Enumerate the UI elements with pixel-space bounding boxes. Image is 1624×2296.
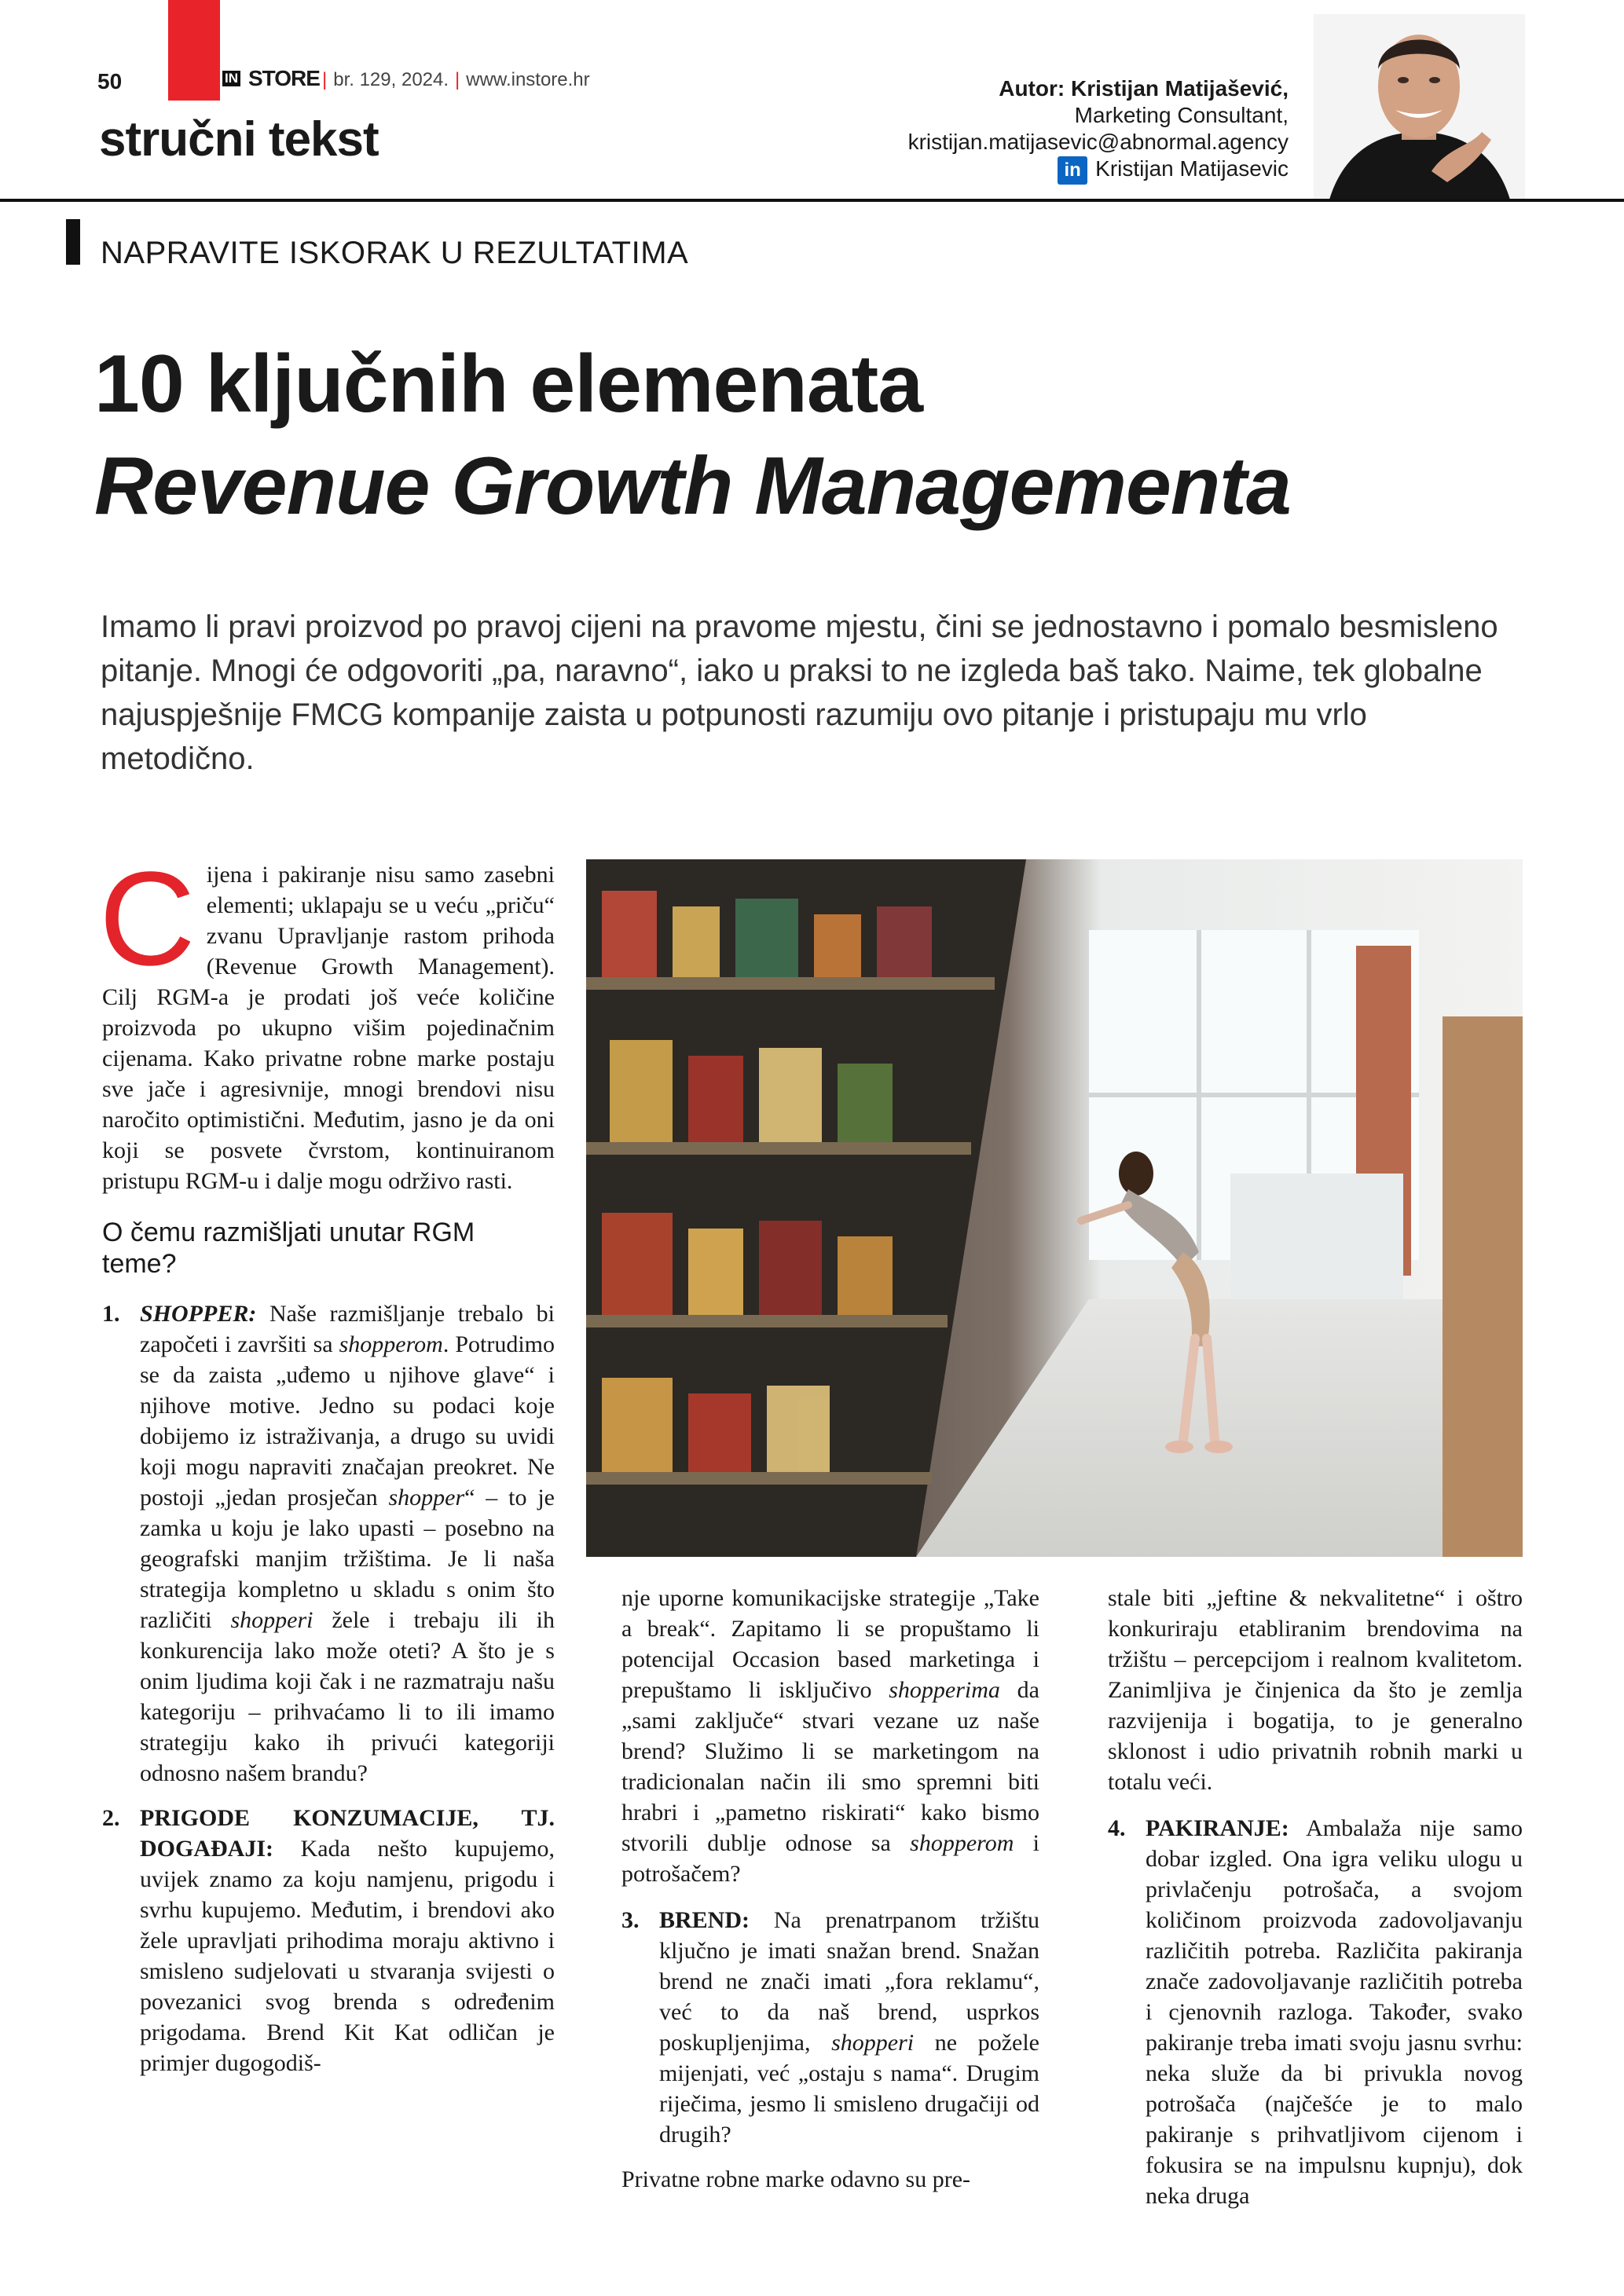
- header-divider: [0, 199, 1624, 202]
- logo-store-wordmark: STORE: [248, 66, 320, 90]
- author-name: Autor: Kristijan Matijašević,: [999, 76, 1289, 101]
- article-image: [586, 859, 1523, 1557]
- section-title: stručni tekst: [99, 112, 379, 167]
- issue-number: br. 129, 2024.: [333, 69, 449, 90]
- headline-line-1: 10 ključnih elemenata: [94, 339, 923, 430]
- linkedin-row[interactable]: [908, 156, 1289, 185]
- continued-paragraph: stale biti „jeftine & nekvalitetne“ i oštro konkuriraju etabliranim brendovima na tržištu – percepcijom i realnom kvalitetom. Zanimljiva je činjenica da što je zemlja razvijenija i bogatija, to je generalno sklonost i udio privatnih robnih marki u totalu veći.: [1108, 1585, 1523, 1795]
- author-role: Marketing Consultant,: [1074, 103, 1289, 127]
- numbered-list: [1108, 1813, 1523, 2211]
- list-item: 1. SHOPPER: Naše razmišljanje trebalo bi započeti i završiti sa shopperom. Potrudimo se da zaista „uđemo u njihove glave“ i njihove motive. Jedno su podaci koje dobijemo iz istraživanja, a drugo su uvidi koji mogu napraviti značajan preokret. Ne postoji „jedan prosječan shopper“ – to je zamka u koju je lako upasti – posebno na geografski manjim tržištima. Je li naša strategija kompletno u skladu s onim što različiti shopperi žele i trebaju ili ih konkurencija lako može oteti? A što je s onim ljudima koji čak i ne razmatraju našu kategoriju – prihvaćamo li to ili imamo strategiju kako ih privući kategoriji odnosno našem brandu?: [102, 1301, 555, 1786]
- lead-paragraph: Imamo li pravi proizvod po pravoj cijeni na pravome mjestu, čini se jednostavno i pomalo besmisleno pitanje. Mnogi će odgovoriti „pa, naravno“, iako u praksi to ne izgleda baš tako. Naime, tek globalne najuspješnije FMCG kompanije zaista u potpunosti razumiju ovo pitanje i pristupaju mu vrlo metodično.: [101, 610, 1498, 776]
- continued-paragraph: nje uporne komunikacijske strategije „Take a break“. Zapitamo li se propuštamo li potencijal Occasion based marketinga i prepuštamo li isključivo shopperima da „sami zaključe“ stvari vezane uz naše brend? Služimo li se marketingom na tradicionalan način ili smo spremni biti hrabri i „pametno riskirati“ kako bismo stvorili dublje odnose sa shopperom i potrošačem?: [621, 1585, 1039, 1887]
- headline: [94, 333, 1291, 537]
- intro-paragraph: Cijena i pakiranje nisu samo zasebni elementi; uklapaju se u veću „priču“ zvanu Upravljanje rastom prihoda (Revenue Growth Management). Cilj RGM-a je prodati još veće količine proizvoda po ukupno višim pojedinačnim cijenama. Kako privatne robne marke postaju sve jače i agresivnije, mnogi brendovi nisu naročito optimistični. Međutim, jasno je da oni koji se posvete čvrstom, kontinuiranom pristupu RGM-u i dalje mogu održivo rasti.: [99, 844, 555, 1194]
- subhead: O čemu razmišljati unutar RGM teme?: [102, 1218, 475, 1279]
- kicker: NAPRAVITE ISKORAK U REZULTATIMA: [101, 236, 689, 270]
- item-title: SHOPPER:: [140, 1301, 257, 1327]
- headline-line-2: Revenue Growth Managementa: [94, 441, 1291, 532]
- issue-info: | br. 129, 2024. | www.instore.hr: [322, 69, 590, 90]
- website-link[interactable]: www.instore.hr: [466, 69, 590, 90]
- column-1: [99, 844, 555, 2093]
- kicker-bar: [66, 219, 80, 265]
- column-3: [1108, 1583, 1523, 2225]
- author-email[interactable]: kristijan.matijasevic@abnormal.agency: [907, 130, 1289, 154]
- numbered-list: [621, 1905, 1039, 2150]
- list-item: 2. PRIGODE KONZUMACIJE, TJ. DOGAĐAJI: Kada nešto kupujemo, uvijek znamo za koju namjenu, prigodu i svrhu kupujemo. Međutim, i brendovi ako žele upravljati prihodima moraju aktivno i smisleno sudjelovati u stvaranja svijesti o povezanici svog brenda s određenim prigodama. Brend Kit Kat odličan je primjer dugogodiš-: [102, 1805, 555, 2076]
- item-title: PRIGODE KONZUMACIJE, TJ. DOGAĐAJI:: [140, 1805, 555, 1862]
- list-item: 3. BREND: Na prenatrpanom tržištu ključno je imati snažan brend. Snažan brend ne znači imati „fora reklamu“, već to da naš brend, usprkos poskupljenjima, shopperi ne požele mijenjati, već „ostaju s nama“. Drugim riječima, jesmo li smisleno drugačiji od drugih?: [621, 1907, 1039, 2148]
- magazine-logo-block: [168, 0, 220, 101]
- column-2: [621, 1583, 1039, 2195]
- linkedin-name: Kristijan Matijasevic: [1095, 156, 1289, 181]
- list-item: 4. PAKIRANJE: Ambalaža nije samo dobar izgled. Ona igra veliku ulogu u privlačenju potrošača, a svojom količinom proizvoda zadovoljavanju različitih potreba. Različita pakiranja znače zadovoljavanje različitih potreba i cjenovnih razloga. Također, svako pakiranje treba imati svoju jasnu svrhu: neka služe da bi privukla novog potrošača (najčešće je to malo pakiranje s prihvatljivom cijenom i fokusira se na impulsnu kupnju), dok neka druga: [1108, 1815, 1523, 2209]
- linkedin-icon: in: [1058, 156, 1087, 185]
- author-block: [908, 75, 1289, 185]
- author-photo: [1314, 14, 1525, 200]
- page-number: 50: [97, 69, 123, 93]
- drop-cap: C: [99, 844, 196, 994]
- numbered-list: [102, 1298, 555, 2078]
- logo-in-mark: IN: [222, 71, 240, 86]
- item-title: BREND:: [659, 1907, 750, 1933]
- item-title: PAKIRANJE:: [1146, 1815, 1289, 1841]
- body-paragraph: Privatne robne marke odavno su pre-: [621, 2166, 971, 2192]
